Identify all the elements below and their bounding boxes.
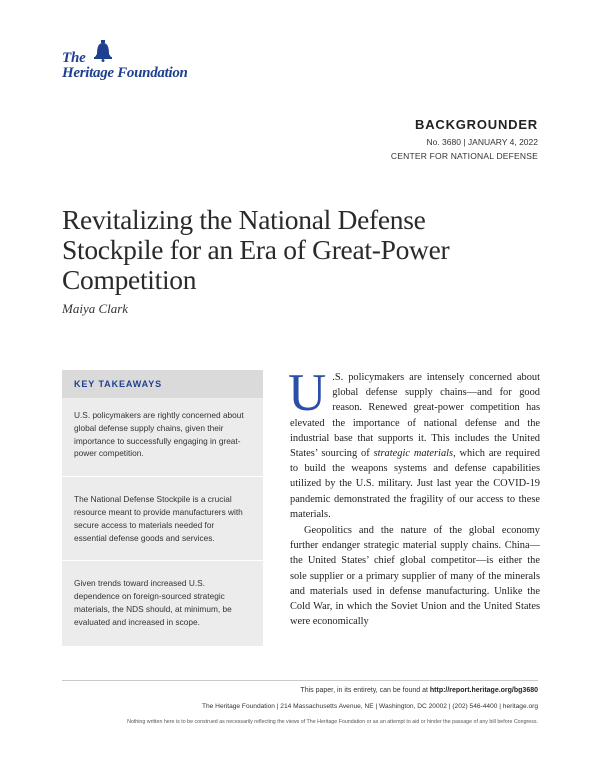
logo-line-1: The (62, 50, 86, 66)
takeaway-item: The National Defense Stockpile is a crucial resource meant to provide manufacturers with secure access to materials needed for essential defense goods and services. (74, 494, 243, 543)
body-text (288, 364, 540, 629)
paragraph-text: , which are required to build the weapons systems and defense capabilities utilized by the U.S. military. Just last year the COVID-19 pandemic demonstrated the fragility of our access to these materials. (290, 448, 540, 520)
liberty-bell-icon (92, 40, 114, 62)
key-takeaways-box (62, 370, 263, 646)
takeaway-divider (62, 560, 263, 561)
series-type: BACKGROUNDER (415, 117, 538, 132)
footer-address: The Heritage Foundation | 214 Massachusetts Avenue, NE | Washington, DC 20002 | (202) 546-4400 | heritage.org (201, 703, 538, 710)
footer-divider (62, 680, 538, 681)
paragraph: Geopolitics and the nature of the global economy further endanger strategic material supply chains. China—the United States’ chief global competitor—is either the sole supplier or a primary supplier of many of the minerals and materials used in defense manufacturing. Unlike the Cold War, in which the Soviet Union and the United States were economically (290, 525, 540, 628)
drop-cap: U (288, 364, 327, 422)
key-takeaways-heading: KEY TAKEAWAYS (62, 370, 263, 398)
paragraph-text: .S. policymakers are intensely concerned about global defense supply chains—and for good reason. Renewed great-power competition has elevated the importance of national defense and the industrial base that supports it. This includes the United States’ sourcing of (290, 372, 540, 460)
paragraph (288, 364, 540, 522)
series-number-date: No. 3680 | JANUARY 4, 2022 (426, 137, 538, 147)
heritage-logo[interactable] (62, 40, 212, 82)
report-link[interactable]: http://report.heritage.org/bg3680 (429, 687, 538, 694)
author: Maiya Clark (62, 301, 129, 316)
page-title: Revitalizing the National Defense Stockpile for an Era of Great-Power Competition (62, 204, 450, 295)
takeaway-divider (62, 476, 263, 477)
takeaway-item: U.S. policymakers are rightly concerned about global defense supply chains, given their importance to successfully engaging in great-power competition. (74, 410, 244, 459)
footer-disclaimer: Nothing written here is to be construed as necessarily reflecting the views of The Heritage Foundation or as an attempt to aid or hinder the passage of any bill before Congress. (127, 719, 538, 725)
emphasis: strategic materials (373, 448, 454, 460)
series-block (391, 117, 538, 161)
takeaway-item: Given trends toward increased U.S. dependence on foreign-sourced strategic materials, the NDS should, at minimum, be evaluated and increased in scope. (74, 578, 232, 627)
series-center: CENTER FOR NATIONAL DEFENSE (390, 151, 538, 161)
footer-report-link-line (300, 687, 538, 694)
footer-prefix: This paper, in its entirety, can be found at (300, 687, 430, 694)
logo-line-2: Heritage Foundation (62, 65, 188, 81)
